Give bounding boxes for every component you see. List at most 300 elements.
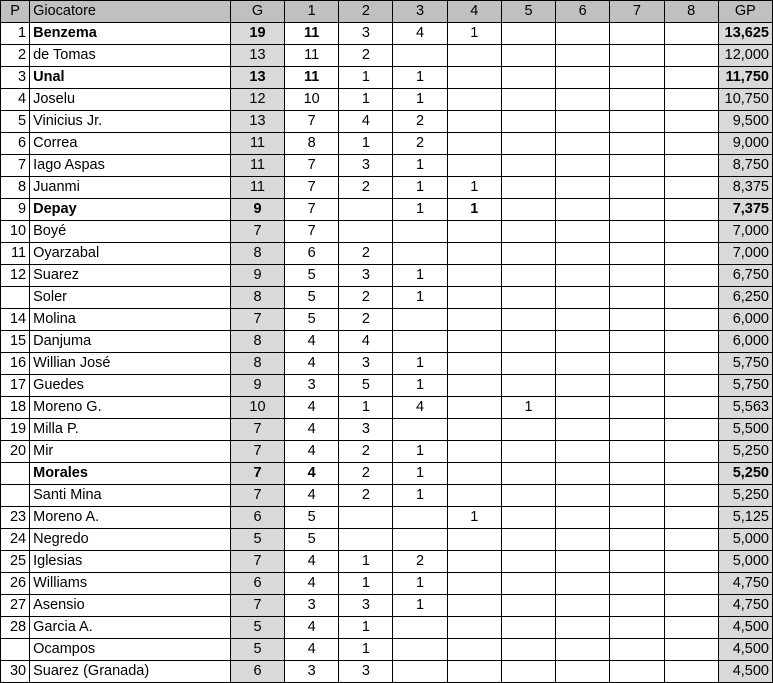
score-cell-3 [393,419,447,441]
score-cell-3 [393,221,447,243]
score-cell-4 [447,595,501,617]
score-cell-8 [664,419,718,441]
score-cell-2: 2 [339,441,393,463]
goals-cell: 6 [230,661,284,683]
score-cell-4 [447,67,501,89]
header-col-2: 2 [339,1,393,23]
table-row [1,639,773,661]
gp-cell: 6,000 [718,309,772,331]
score-cell-8 [664,177,718,199]
score-cell-7 [610,661,664,683]
score-cell-8 [664,353,718,375]
position-cell: 12 [1,265,30,287]
gp-cell: 11,750 [718,67,772,89]
player-name-cell: Moreno G. [30,397,231,419]
position-cell: 30 [1,661,30,683]
score-cell-5 [501,463,555,485]
gp-cell: 6,250 [718,287,772,309]
score-cell-8 [664,89,718,111]
player-name-cell: Unal [30,67,231,89]
score-cell-1: 11 [285,67,339,89]
table-row [1,375,773,397]
score-cell-7 [610,375,664,397]
table-row [1,397,773,419]
score-cell-5 [501,89,555,111]
score-cell-8 [664,375,718,397]
score-cell-4: 1 [447,199,501,221]
header-col-7: 7 [610,1,664,23]
header-col-5: 5 [501,1,555,23]
position-cell: 3 [1,67,30,89]
player-name-cell: Willian José [30,353,231,375]
score-cell-3: 1 [393,463,447,485]
goals-cell: 7 [230,221,284,243]
header-player: Giocatore [30,1,231,23]
position-cell [1,463,30,485]
score-cell-4 [447,573,501,595]
gp-cell: 4,500 [718,661,772,683]
score-cell-7 [610,309,664,331]
position-cell: 26 [1,573,30,595]
position-cell [1,485,30,507]
table-row [1,265,773,287]
score-cell-1: 6 [285,243,339,265]
table-row [1,551,773,573]
header-col-1: 1 [285,1,339,23]
score-cell-3 [393,331,447,353]
score-cell-3: 2 [393,133,447,155]
score-cell-1: 4 [285,573,339,595]
header-col-3: 3 [393,1,447,23]
table-row [1,243,773,265]
goals-cell: 7 [230,441,284,463]
goals-cell: 6 [230,573,284,595]
position-cell: 11 [1,243,30,265]
score-cell-1: 4 [285,419,339,441]
score-cell-6 [556,507,610,529]
score-cell-8 [664,661,718,683]
score-cell-7 [610,463,664,485]
table-row [1,133,773,155]
score-cell-6 [556,573,610,595]
score-cell-3 [393,661,447,683]
score-cell-2: 1 [339,67,393,89]
score-cell-2: 3 [339,419,393,441]
score-cell-6 [556,617,610,639]
score-cell-2: 2 [339,485,393,507]
score-cell-8 [664,221,718,243]
position-cell: 23 [1,507,30,529]
gp-cell: 5,500 [718,419,772,441]
score-cell-2: 2 [339,463,393,485]
player-name-cell: Molina [30,309,231,331]
goals-cell: 5 [230,617,284,639]
position-cell: 17 [1,375,30,397]
score-cell-8 [664,529,718,551]
score-cell-4 [447,353,501,375]
score-cell-8 [664,199,718,221]
score-cell-8 [664,573,718,595]
score-cell-7 [610,551,664,573]
table-row [1,419,773,441]
goals-cell: 7 [230,485,284,507]
score-cell-3: 1 [393,353,447,375]
goals-cell: 19 [230,23,284,45]
score-cell-2: 2 [339,45,393,67]
score-cell-2: 3 [339,353,393,375]
table-row [1,221,773,243]
score-cell-1: 11 [285,45,339,67]
player-name-cell: Suarez (Granada) [30,661,231,683]
score-cell-1: 7 [285,155,339,177]
score-cell-3 [393,639,447,661]
score-cell-3: 1 [393,155,447,177]
score-cell-1: 4 [285,639,339,661]
gp-cell: 7,000 [718,243,772,265]
goals-cell: 5 [230,529,284,551]
player-name-cell: Suarez [30,265,231,287]
score-cell-2: 1 [339,639,393,661]
player-name-cell: Negredo [30,529,231,551]
score-cell-6 [556,353,610,375]
score-cell-5 [501,529,555,551]
score-cell-2 [339,199,393,221]
score-cell-7 [610,617,664,639]
score-cell-8 [664,463,718,485]
header-row [1,1,773,23]
score-cell-3: 1 [393,177,447,199]
player-name-cell: Iglesias [30,551,231,573]
score-cell-8 [664,287,718,309]
score-cell-8 [664,133,718,155]
score-cell-3 [393,507,447,529]
score-cell-7 [610,243,664,265]
player-name-cell: Soler [30,287,231,309]
gp-cell: 8,750 [718,155,772,177]
score-cell-8 [664,309,718,331]
gp-cell: 5,250 [718,441,772,463]
score-cell-1: 5 [285,265,339,287]
player-name-cell: Vinicius Jr. [30,111,231,133]
gp-cell: 5,250 [718,463,772,485]
score-cell-2: 3 [339,155,393,177]
table-row [1,199,773,221]
score-cell-5 [501,155,555,177]
player-name-cell: Iago Aspas [30,155,231,177]
score-cell-7 [610,419,664,441]
score-cell-6 [556,155,610,177]
score-cell-3 [393,45,447,67]
score-cell-7 [610,485,664,507]
score-cell-6 [556,23,610,45]
score-cell-1: 5 [285,507,339,529]
score-cell-6 [556,177,610,199]
score-cell-7 [610,177,664,199]
score-cell-2: 4 [339,111,393,133]
score-cell-5 [501,419,555,441]
score-cell-3: 1 [393,89,447,111]
table-body [1,23,773,683]
score-cell-7 [610,199,664,221]
score-cell-3: 1 [393,573,447,595]
score-cell-1: 4 [285,331,339,353]
score-cell-4 [447,287,501,309]
score-cell-4 [447,639,501,661]
position-cell: 16 [1,353,30,375]
score-cell-4 [447,45,501,67]
score-cell-6 [556,133,610,155]
score-cell-2 [339,221,393,243]
goals-cell: 11 [230,177,284,199]
score-cell-8 [664,441,718,463]
position-cell: 7 [1,155,30,177]
score-cell-7 [610,441,664,463]
position-cell: 14 [1,309,30,331]
position-cell: 25 [1,551,30,573]
score-cell-5 [501,45,555,67]
score-cell-6 [556,89,610,111]
score-cell-5 [501,507,555,529]
score-cell-2: 2 [339,177,393,199]
gp-cell: 4,500 [718,639,772,661]
score-cell-3: 4 [393,397,447,419]
score-cell-2: 3 [339,595,393,617]
goals-cell: 7 [230,551,284,573]
score-cell-7 [610,89,664,111]
score-cell-6 [556,331,610,353]
header-gp: GP [718,1,772,23]
score-cell-5 [501,573,555,595]
score-cell-7 [610,155,664,177]
score-cell-6 [556,639,610,661]
gp-cell: 7,375 [718,199,772,221]
score-cell-1: 4 [285,463,339,485]
header-col-4: 4 [447,1,501,23]
score-cell-7 [610,353,664,375]
player-name-cell: Depay [30,199,231,221]
score-cell-2 [339,529,393,551]
score-cell-1: 4 [285,441,339,463]
position-cell: 6 [1,133,30,155]
score-cell-3 [393,617,447,639]
score-cell-6 [556,309,610,331]
score-cell-3 [393,529,447,551]
score-cell-5 [501,287,555,309]
score-cell-5 [501,661,555,683]
score-cell-4 [447,485,501,507]
position-cell: 5 [1,111,30,133]
score-cell-4 [447,397,501,419]
player-name-cell: Milla P. [30,419,231,441]
score-cell-1: 4 [285,551,339,573]
gp-cell: 7,000 [718,221,772,243]
score-cell-6 [556,529,610,551]
score-cell-7 [610,639,664,661]
table-row [1,155,773,177]
score-cell-4 [447,221,501,243]
score-cell-8 [664,617,718,639]
score-cell-5 [501,551,555,573]
score-cell-8 [664,45,718,67]
score-cell-8 [664,243,718,265]
table-header [1,1,773,23]
table-row [1,177,773,199]
score-cell-2: 3 [339,661,393,683]
player-name-cell: Morales [30,463,231,485]
player-name-cell: Guedes [30,375,231,397]
player-name-cell: Danjuma [30,331,231,353]
score-cell-7 [610,507,664,529]
player-name-cell: Mir [30,441,231,463]
goals-cell: 8 [230,243,284,265]
table-row [1,331,773,353]
goals-cell: 11 [230,155,284,177]
gp-cell: 6,750 [718,265,772,287]
score-cell-8 [664,397,718,419]
position-cell: 20 [1,441,30,463]
score-cell-3 [393,243,447,265]
goals-cell: 7 [230,463,284,485]
position-cell: 28 [1,617,30,639]
score-cell-8 [664,331,718,353]
score-cell-6 [556,441,610,463]
score-cell-6 [556,485,610,507]
table-row [1,353,773,375]
goals-cell: 8 [230,287,284,309]
score-cell-7 [610,529,664,551]
score-cell-5 [501,133,555,155]
score-cell-2: 3 [339,265,393,287]
score-cell-8 [664,23,718,45]
score-cell-3: 2 [393,551,447,573]
score-cell-2: 1 [339,617,393,639]
player-name-cell: Oyarzabal [30,243,231,265]
score-cell-3: 2 [393,111,447,133]
gp-cell: 4,750 [718,595,772,617]
gp-cell: 5,000 [718,529,772,551]
score-cell-6 [556,463,610,485]
goals-cell: 13 [230,45,284,67]
score-cell-5 [501,331,555,353]
table-row [1,89,773,111]
goals-cell: 11 [230,133,284,155]
score-cell-4 [447,89,501,111]
score-cell-8 [664,155,718,177]
score-cell-4 [447,551,501,573]
score-cell-8 [664,507,718,529]
score-cell-7 [610,595,664,617]
score-cell-1: 7 [285,177,339,199]
gp-cell: 9,000 [718,133,772,155]
score-cell-2: 1 [339,551,393,573]
score-cell-3: 1 [393,265,447,287]
player-name-cell: Asensio [30,595,231,617]
score-cell-6 [556,419,610,441]
score-cell-2: 3 [339,23,393,45]
player-name-cell: Juanmi [30,177,231,199]
score-cell-5 [501,485,555,507]
gp-cell: 5,750 [718,375,772,397]
score-cell-4 [447,331,501,353]
score-cell-8 [664,551,718,573]
position-cell [1,639,30,661]
score-cell-4: 1 [447,177,501,199]
score-cell-1: 4 [285,485,339,507]
score-cell-5 [501,353,555,375]
score-cell-2: 4 [339,331,393,353]
score-cell-6 [556,661,610,683]
score-cell-5 [501,441,555,463]
score-cell-4 [447,419,501,441]
score-cell-1: 3 [285,595,339,617]
score-cell-1: 7 [285,199,339,221]
score-cell-6 [556,595,610,617]
score-cell-3: 4 [393,23,447,45]
score-cell-3: 1 [393,67,447,89]
gp-cell: 8,375 [718,177,772,199]
player-name-cell: Santi Mina [30,485,231,507]
score-cell-2: 5 [339,375,393,397]
score-cell-2: 1 [339,397,393,419]
gp-cell: 10,750 [718,89,772,111]
score-cell-5: 1 [501,397,555,419]
score-cell-4 [447,133,501,155]
score-cell-5 [501,199,555,221]
score-cell-5 [501,23,555,45]
score-cell-5 [501,639,555,661]
score-cell-6 [556,67,610,89]
score-cell-1: 4 [285,617,339,639]
gp-cell: 5,000 [718,551,772,573]
gp-cell: 5,125 [718,507,772,529]
score-cell-2: 2 [339,243,393,265]
score-cell-1: 4 [285,353,339,375]
gp-cell: 4,750 [718,573,772,595]
goals-cell: 7 [230,309,284,331]
score-cell-3 [393,309,447,331]
score-cell-2: 2 [339,287,393,309]
score-cell-5 [501,375,555,397]
position-cell [1,287,30,309]
score-cell-3: 1 [393,485,447,507]
header-goals: G [230,1,284,23]
score-cell-8 [664,639,718,661]
position-cell: 8 [1,177,30,199]
gp-cell: 9,500 [718,111,772,133]
score-cell-6 [556,45,610,67]
score-cell-4: 1 [447,23,501,45]
goals-cell: 9 [230,375,284,397]
score-cell-8 [664,485,718,507]
score-cell-2: 2 [339,309,393,331]
table-row [1,309,773,331]
score-cell-1: 7 [285,221,339,243]
goals-cell: 9 [230,199,284,221]
position-cell: 1 [1,23,30,45]
score-cell-7 [610,67,664,89]
goals-cell: 13 [230,67,284,89]
goals-cell: 7 [230,595,284,617]
score-cell-4: 1 [447,507,501,529]
score-cell-1: 3 [285,375,339,397]
position-cell: 27 [1,595,30,617]
header-col-6: 6 [556,1,610,23]
score-cell-1: 4 [285,397,339,419]
position-cell: 19 [1,419,30,441]
score-cell-6 [556,397,610,419]
score-cell-8 [664,265,718,287]
score-cell-5 [501,617,555,639]
